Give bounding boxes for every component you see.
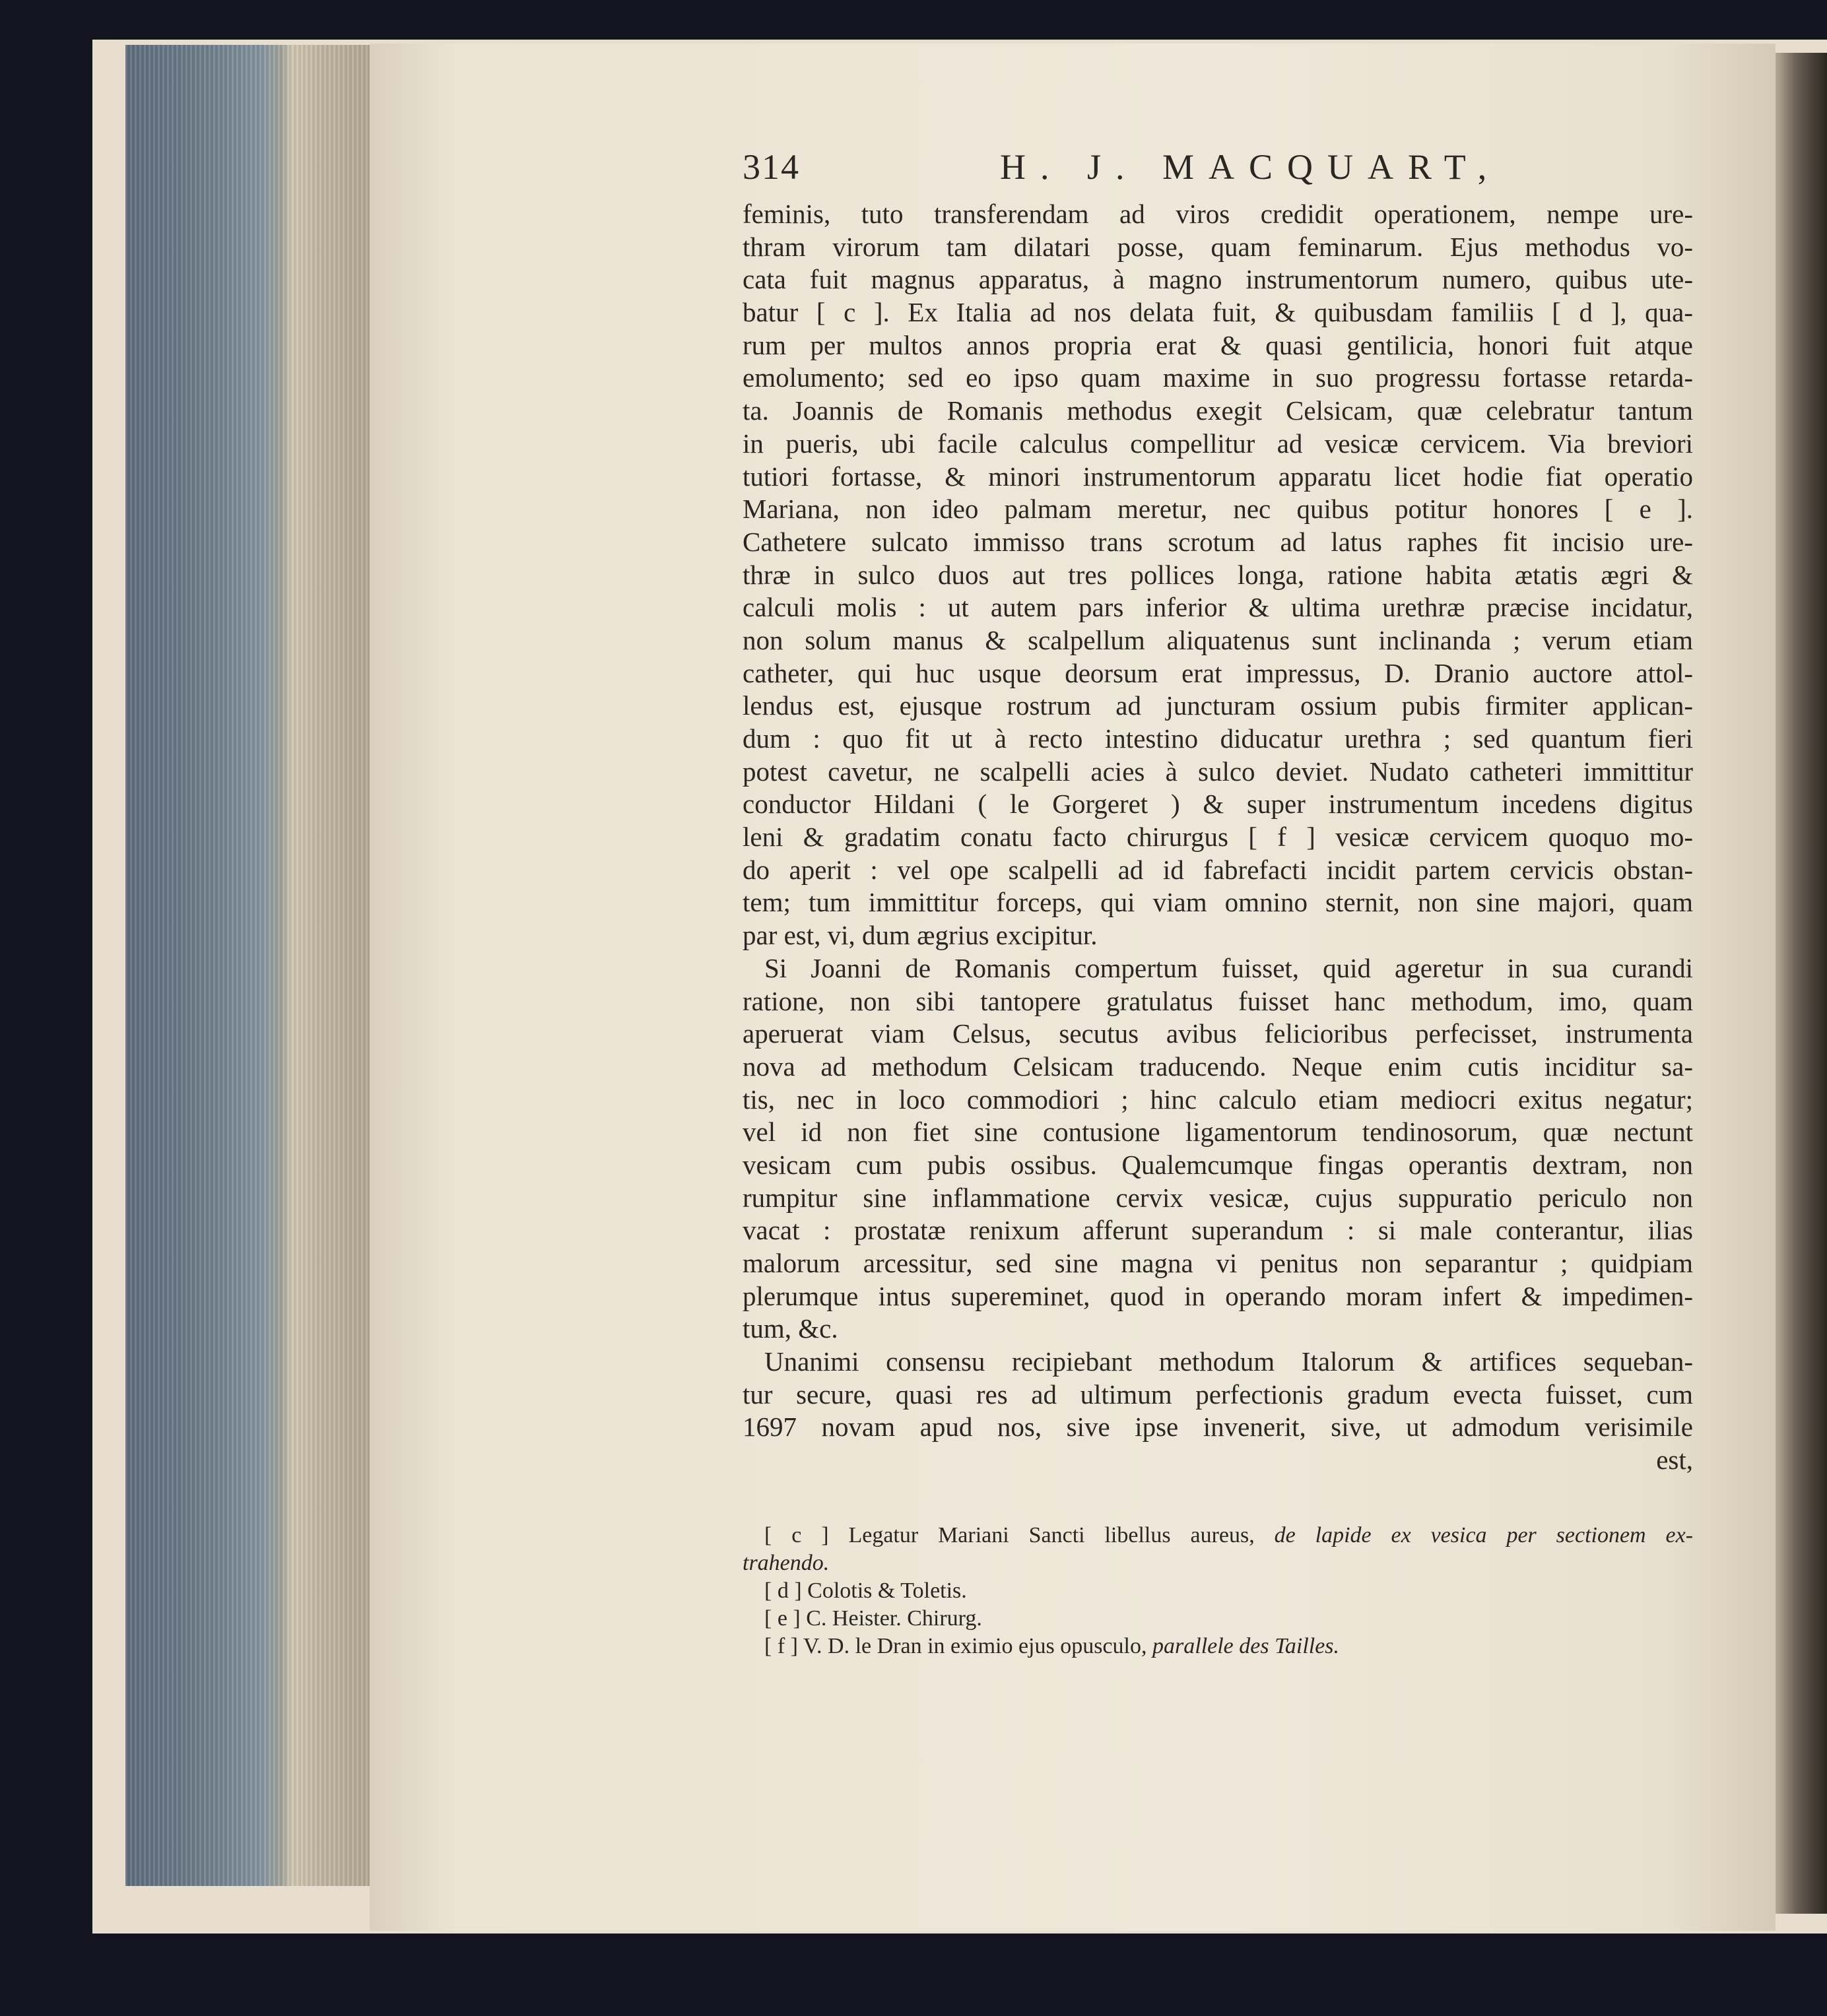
text-line: malorum arcessitur, sed sine magna vi penitus non separantur ; quidpiam — [743, 1248, 1693, 1278]
footnote-c-cont — [743, 1549, 1693, 1577]
page-header — [743, 146, 1686, 193]
footnote-marker: [ d ] — [764, 1578, 802, 1603]
running-head: H. J. MACQUART, — [1000, 147, 1502, 187]
text-line: tum, &c. — [743, 1313, 838, 1344]
page-number: 314 — [743, 147, 800, 187]
text-line: dum : quo fit ut à recto intestino diducatur urethra ; sed quantum fieri — [743, 723, 1693, 754]
footnote-text: Colotis & Toletis. — [807, 1578, 967, 1603]
text-line: tis, nec in loco commodiori ; hinc calculo etiam mediocri exitus negatur; — [743, 1084, 1693, 1115]
text-line: emolumento; sed eo ipso quam maxime in suo progressu fortasse retarda- — [743, 362, 1693, 393]
text-line: calculi molis : ut autem pars inferior & ultima urethræ præcise incidatur, — [743, 592, 1693, 623]
text-line: rum per multos annos propria erat & quasi gentilicia, honori fuit atque — [743, 329, 1693, 360]
text-line: Cathetere sulcato immisso trans scrotum ad latus raphes fit incisio ure- — [743, 526, 1693, 557]
text-line: lendus est, ejusque rostrum ad juncturam ossium pubis firmiter applican- — [743, 690, 1693, 721]
footnote-d — [743, 1577, 1693, 1605]
footnote-marker: [ c ] — [764, 1523, 829, 1547]
footnote-marker: [ f ] — [764, 1634, 798, 1658]
text-line: vacat : prostatæ renixum afferunt superandum : si male conterantur, ilias — [743, 1215, 1693, 1246]
text-line: cata fuit magnus apparatus, à magno instrumentorum numero, quibus ute- — [743, 264, 1693, 295]
text-line: rumpitur sine inflammatione cervix vesicæ, cujus suppuratio periculo non — [743, 1182, 1693, 1213]
text-line: potest cavetur, ne scalpelli acies à sulco deviet. Nudato catheteri immittitur — [743, 756, 1693, 787]
footnote-f — [743, 1633, 1693, 1660]
footnote-text: V. D. le Dran in eximio ejus opusculo, — [803, 1634, 1147, 1658]
footnote-text: C. Heister. Chirurg. — [806, 1606, 982, 1631]
text-line: tem; tum immittitur forceps, qui viam omnino sternit, non sine majori, quam — [743, 887, 1693, 918]
footnote-c — [743, 1522, 1693, 1549]
text-line: thræ in sulco duos aut tres pollices longa, ratione habita ætatis ægri & — [743, 559, 1693, 590]
catchword: est, — [1656, 1445, 1693, 1476]
text-line: do aperit : vel ope scalpelli ad id fabrefacti incidit partem cervicis obstan- — [743, 854, 1693, 885]
text-line: vesicam cum pubis ossibus. Qualemcumque fingas operantis dextram, non — [743, 1149, 1693, 1180]
body-text — [743, 198, 1693, 1477]
text-line: tur secure, quasi res ad ultimum perfectionis gradum evecta fuisset, cum — [743, 1379, 1693, 1410]
footnote-marker: [ e ] — [764, 1606, 801, 1631]
text-line: ta. Joannis de Romanis methodus exegit Celsicam, quæ celebratur tantum — [743, 395, 1693, 426]
text-line: catheter, qui huc usque deorsum erat impressus, D. Dranio auctore attol- — [743, 657, 1693, 688]
text-line: ratione, non sibi tantopere gratulatus fuisset hanc methodum, imo, quam — [743, 985, 1693, 1016]
footnote-title-cont: trahendo. — [743, 1551, 830, 1575]
text-line: 1697 novam apud nos, sive ipse invenerit, sive, ut admodum verisimile — [743, 1412, 1693, 1443]
text-line: Si Joanni de Romanis compertum fuisset, quid ageretur in sua curandi — [764, 952, 1693, 983]
page-edges — [125, 45, 371, 1886]
footnote-title: de lapide ex vesica per sectionem ex- — [1274, 1523, 1694, 1547]
text-line: batur [ c ]. Ex Italia ad nos delata fuit, & quibusdam familiis [ d ], qua- — [743, 297, 1693, 328]
text-line: par est, vi, dum ægrius excipitur. — [743, 920, 1098, 951]
footnotes — [743, 1522, 1693, 1660]
text-line: in pueris, ubi facile calculus compellitur ad vesicæ cervicem. Via breviori — [743, 428, 1693, 459]
footnote-text: Legatur Mariani Sancti libellus aureus, — [848, 1523, 1255, 1547]
text-line: Unanimi consensu recipiebant methodum Italorum & artifices sequeban- — [764, 1346, 1693, 1377]
text-line: tutiori fortasse, & minori instrumentorum apparatu licet hodie fiat operatio — [743, 461, 1693, 492]
footnote-e — [743, 1605, 1693, 1633]
text-line: aperuerat viam Celsus, secutus avibus felicioribus perfecisset, instrumenta — [743, 1018, 1693, 1049]
text-line: Mariana, non ideo palmam meretur, nec quibus potitur honores [ e ]. — [743, 494, 1693, 525]
book-gutter — [1776, 53, 1827, 1914]
text-line: feminis, tuto transferendam ad viros credidit operationem, nempe ure- — [743, 199, 1693, 229]
text-line: nova ad methodum Celsicam traducendo. Neque enim cutis inciditur sa- — [743, 1051, 1693, 1082]
text-line: plerumque intus supereminet, quod in operando moram infert & impedimen- — [743, 1280, 1693, 1311]
text-line: conductor Hildani ( le Gorgeret ) & super instrumentum incedens digitus — [743, 789, 1693, 820]
text-line: leni & gradatim conatu facto chirurgus [ f ] vesicæ cervicem quoquo mo- — [743, 822, 1693, 853]
text-line: thram virorum tam dilatari posse, quam feminarum. Ejus methodus vo- — [743, 231, 1693, 262]
text-line: vel id non fiet sine contusione ligamentorum tendinosorum, quæ nectunt — [743, 1117, 1693, 1148]
text-line: non solum manus & scalpellum aliquatenus sunt inclinanda ; verum etiam — [743, 624, 1693, 655]
footnote-title: parallele des Tailles. — [1152, 1634, 1340, 1658]
